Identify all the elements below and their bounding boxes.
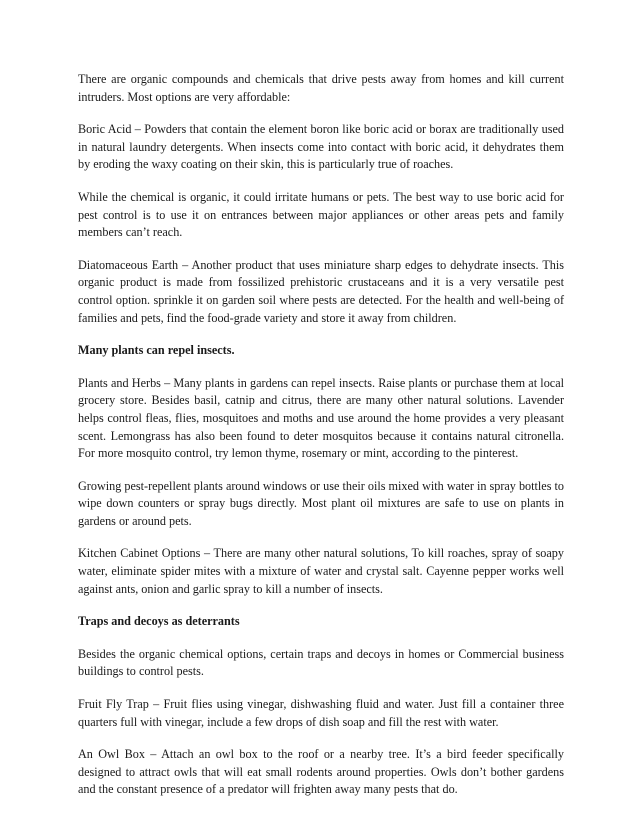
traps-intro-paragraph: Besides the organic chemical options, certain traps and decoys in homes or Commercial business buildings to control pests. [78,646,564,679]
section-heading-traps: Traps and decoys as deterrants [78,614,240,629]
pest-repellent-plants-paragraph: Growing pest-repellent plants around windows or use their oils mixed with water in spray bottles to wipe down counters or spray bugs directly. Most plant oil mixtures are safe to use on plants in gardens or around pets. [78,478,564,528]
kitchen-cabinet-paragraph: Kitchen Cabinet Options – There are many other natural solutions, To kill roaches, spray of soapy water, eliminate spider mites with a mixture of water and crystal salt. Cayenne pepper works well against ants, onion and garlic spray to kill a number of insects. [78,546,564,596]
plants-herbs-paragraph: Plants and Herbs – Many plants in gardens can repel insects. Raise plants or purchase them at local grocery store. Besides basil, catnip and citrus, there are many other natural solutions. Lavender helps control fleas, flies, mosquitoes and moths and use around the home provides a very pleasant scent. Lemongrass has also been found to deter mosquitos because it contains natural citronella. For more mosquito control, try lemon thyme, rosemary or mint, according to the pinterest. [78,375,564,461]
owl-box-paragraph: An Owl Box – Attach an owl box to the roof or a nearby tree. It’s a bird feeder specifically designed to attract owls that will eat small rodents around properties. Owls don’t bother gardens and the constant presence of a predator will frighten away many pests that do. [78,747,564,797]
section-heading-plants: Many plants can repel insects. [78,343,235,358]
intro-paragraph: There are organic compounds and chemicals that drive pests away from homes and kill current intruders. Most options are very affordable: [78,72,564,104]
diatomaceous-earth-paragraph: Diatomaceous Earth – Another product that uses miniature sharp edges to dehydrate insects. This organic product is made from fossilized prehistoric crustaceans and it is a very versatile pest control option. sprinkle it on garden soil where pests are detected. For the health and well-being of families and pets, find the food-grade variety and store it away from children. [78,257,564,325]
boric-acid-usage-paragraph: While the chemical is organic, it could irritate humans or pets. The best way to use boric acid for pest control is to use it on entrances between major appliances or other areas pets and family members can’t reach. [78,189,564,240]
boric-acid-paragraph: Boric Acid – Powders that contain the element boron like boric acid or borax are traditionally used in natural laundry detergents. When insects come into contact with boric acid, it dehydrates them by eroding the waxy coating on their skin, this is particularly true of roaches. [78,122,564,172]
fruit-fly-trap-paragraph: Fruit Fly Trap – Fruit flies using vinegar, dishwashing fluid and water. Just fill a container three quarters full with vinegar, include a few drops of dish soap and fill the rest with water. [78,697,564,729]
document-page [78,71,564,814]
